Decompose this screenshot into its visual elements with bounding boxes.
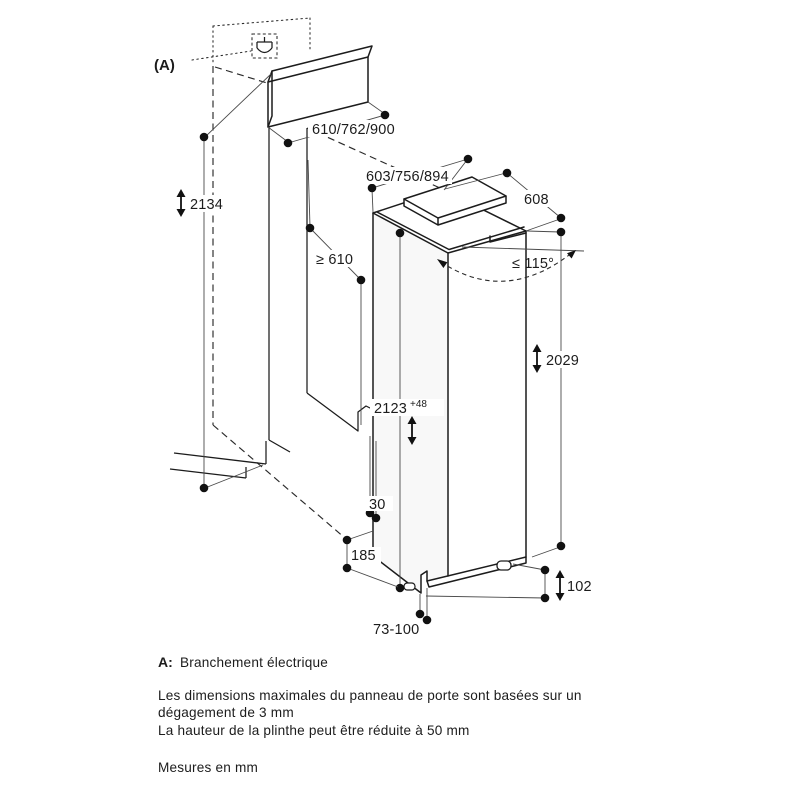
dim-dot <box>306 224 315 233</box>
zone-top-edge <box>213 18 310 26</box>
dim-dot <box>343 536 352 545</box>
note-1-line-1: Les dimensions maximales du panneau de porte sont basées sur un <box>158 688 582 703</box>
dim-overall-height-tolerance: +48 <box>410 399 427 410</box>
note-a-key: A: <box>158 654 173 670</box>
dim-dot <box>423 616 432 625</box>
dim-plinth-height-label: 185 <box>351 548 376 564</box>
dim-dot <box>557 542 566 551</box>
dim-base-height-label: 102 <box>567 579 592 595</box>
dim-niche-depth <box>306 160 366 425</box>
dim-dot <box>381 111 390 120</box>
dim-dot <box>541 566 550 575</box>
door-panel-fill <box>268 46 372 127</box>
dim-niche-height-label: 2134 <box>190 197 224 213</box>
appliance <box>373 177 526 593</box>
ext-line <box>308 160 310 227</box>
dim-plinth-recess-label: 73-100 <box>373 622 420 638</box>
dim-dot <box>200 133 209 142</box>
dim-appliance-height <box>527 228 589 557</box>
dim-dot <box>557 214 566 223</box>
door-panel <box>268 46 372 127</box>
ext-line <box>372 189 373 212</box>
side-foot <box>404 583 415 590</box>
dim-dot <box>464 155 473 164</box>
dim-niche-depth-label: ≥ 610 <box>316 252 354 268</box>
ext-line <box>347 568 398 587</box>
callout-a-leader <box>192 51 251 60</box>
dim-dot <box>343 564 352 573</box>
dim-dot <box>541 594 550 603</box>
dim-dot <box>200 484 209 493</box>
dim-dot <box>503 169 512 178</box>
ext-line <box>205 465 263 488</box>
ext-line <box>205 74 271 137</box>
dim-dot <box>416 610 425 619</box>
dim-dot <box>396 584 405 593</box>
dim-dot <box>284 139 293 148</box>
callout-a-label: (A) <box>154 57 175 74</box>
dim-panel-width-label: 610/762/900 <box>312 122 395 138</box>
dim-overall-height-label: 2123 <box>374 401 408 417</box>
dim-appliance-height-label: 2029 <box>546 353 580 369</box>
dim-dot <box>357 276 366 285</box>
note-1-line-2: dégagement de 3 mm <box>158 705 294 720</box>
dim-dot <box>372 514 381 523</box>
dim-niche-height <box>177 74 272 492</box>
notes-block <box>158 654 582 775</box>
ext-line <box>526 219 560 231</box>
dim-door-angle-label: ≤ 115° <box>512 256 555 272</box>
dim-appliance-width-label: 603/756/894 <box>366 169 449 185</box>
dim-dot <box>396 229 405 238</box>
front-foot <box>497 561 511 570</box>
dim-dot <box>557 228 566 237</box>
arc-arrowhead-right <box>567 250 576 259</box>
ext-line <box>513 564 545 570</box>
note-a-text: Branchement électrique <box>180 655 328 670</box>
ext-line <box>426 596 545 598</box>
ext-line <box>527 231 560 232</box>
note-2: La hauteur de la plinthe peut être réduite à 50 mm <box>158 723 470 738</box>
dim-appliance-depth-label: 608 <box>524 192 549 208</box>
dim-side-clearance-label: 30 <box>369 497 386 513</box>
units-note: Mesures en mm <box>158 760 259 775</box>
dim-plinth-recess <box>373 588 431 638</box>
wall-top-diagonal <box>215 67 267 83</box>
ext-line <box>532 547 560 557</box>
electrical-zone <box>154 18 310 74</box>
